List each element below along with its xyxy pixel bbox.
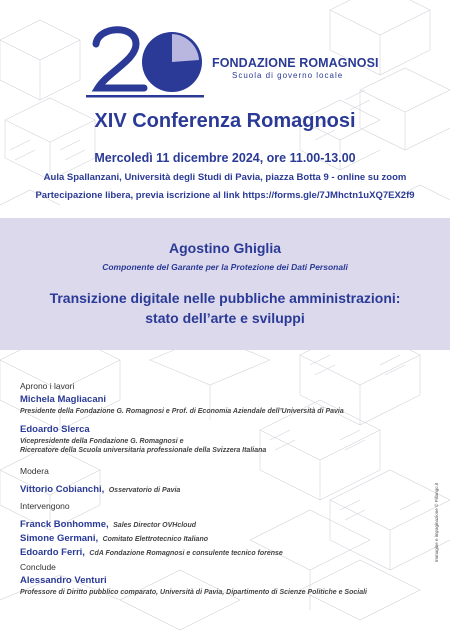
panel-speaker-3: [20, 542, 283, 560]
speakers-section-label: Intervengono: [20, 501, 70, 511]
panel-speaker-2-role: Comitato Elettrotecnico Italiano: [102, 536, 208, 543]
image-credit: Immagine e impaginazione © Pillango.it: [434, 482, 439, 562]
keynote-band: [0, 218, 450, 350]
opening-speaker-1-name: Michela Magliacani: [20, 394, 107, 405]
moderator-section-label: Modera: [20, 466, 49, 476]
panel-speaker-1-name: Franck Bonhomme,: [20, 519, 109, 530]
moderator-entry: [20, 479, 180, 497]
moderator-role: Osservatorio di Pavia: [108, 487, 181, 494]
event-venue: Aula Spallanzani, Università degli Studi di Pavia, piazza Botta 9 - online su zoom: [43, 172, 407, 183]
opening-speaker-2-role-line-2: Ricercatore della Scuola universitaria professionale della Svizzera Italiana: [20, 447, 267, 454]
closing-speaker-role: Professore di Diritto pubblico comparato, Università di Pavia, Dipartimento di Scienze Politiche e Sociali: [20, 589, 367, 596]
panel-speaker-3-name: Edoardo Ferri,: [20, 547, 85, 558]
event-date-time: Mercoledì 11 dicembre 2024, ore 11.00-13.00: [94, 151, 356, 165]
closing-section-label: Conclude: [20, 562, 56, 572]
opening-section-label: Aprono i lavori: [20, 381, 75, 391]
panel-speaker-1-role: Sales Director OVHcloud: [113, 522, 196, 529]
registration-info: Partecipazione libera, previa iscrizione al link https://forms.gle/7JMhctn1uXQ7EX2f9: [35, 190, 415, 201]
keynote-speaker-name: Agostino Ghiglia: [169, 240, 281, 256]
opening-speaker-2-role-line-1: Vicepresidente della Fondazione G. Romagnosi e: [20, 438, 184, 445]
foundation-subtitle: Scuola di governo locale: [232, 71, 344, 80]
moderator-name: Vittorio Cobianchi,: [20, 484, 105, 495]
opening-speaker-1-role: Presidente della Fondazione G. Romagnosi e Prof. di Economia Aziendale dell’Università di Pavia: [20, 408, 344, 415]
talk-title-line-1: Transizione digitale nelle pubbliche amministrazioni:: [49, 290, 401, 306]
keynote-speaker-role: Componente del Garante per la Protezione dei Dati Personali: [102, 262, 348, 272]
fondazione-romagnosi-20-logo: [86, 22, 206, 100]
foundation-name: FONDAZIONE ROMAGNOSI: [212, 56, 379, 70]
panel-speaker-3-role: CdA Fondazione Romagnosi e consulente tecnico forense: [89, 550, 283, 557]
opening-speaker-2-name: Edoardo Slerca: [20, 424, 90, 435]
conference-title: XIV Conferenza Romagnosi: [94, 110, 356, 132]
panel-speaker-2-name: Simone Germani,: [20, 533, 99, 544]
talk-title-line-2: stato dell’arte e sviluppi: [145, 310, 305, 326]
closing-speaker-name: Alessandro Venturi: [20, 575, 107, 586]
